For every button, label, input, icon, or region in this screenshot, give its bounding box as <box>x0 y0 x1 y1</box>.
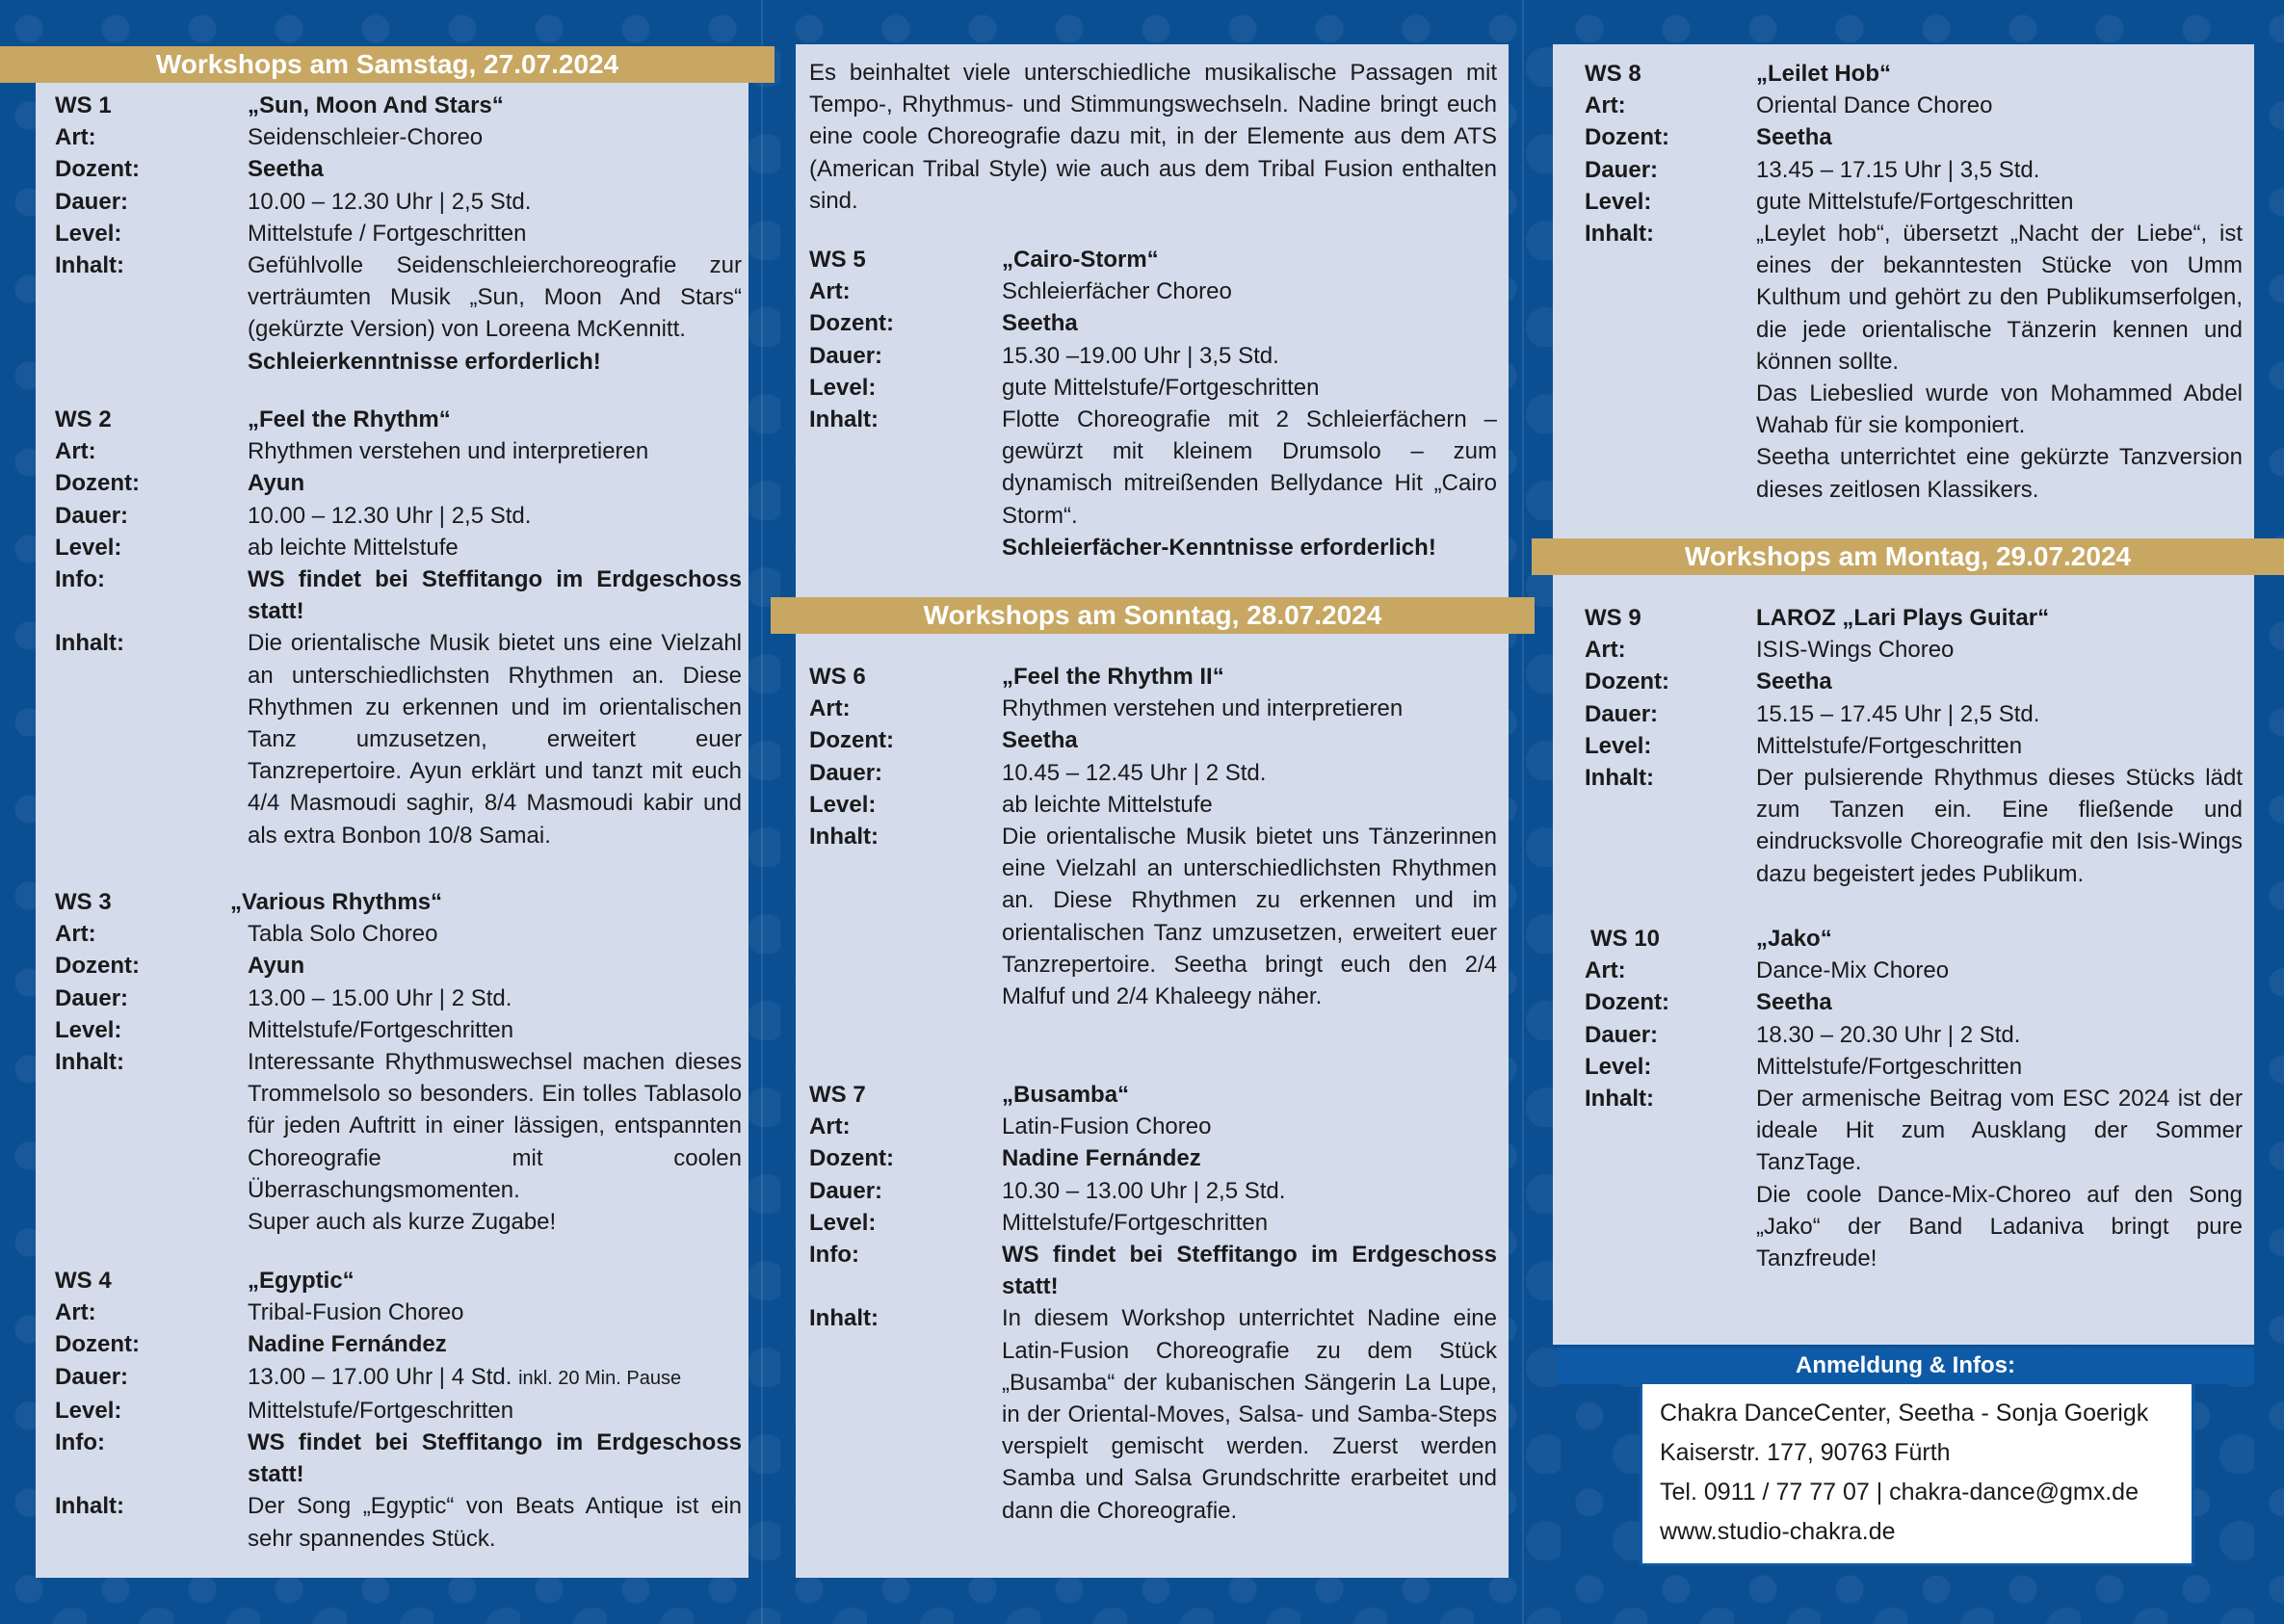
label-dauer: Dauer: <box>55 984 129 1011</box>
ws-title: „Busamba“ <box>1002 1082 1130 1108</box>
fold-line <box>761 0 763 1624</box>
label-art: Art: <box>55 921 96 948</box>
ws-title: „Jako“ <box>1756 926 1832 952</box>
label-level: Level: <box>809 791 877 818</box>
label-art: Art: <box>809 278 851 305</box>
ws-title: „Sun, Moon And Stars“ <box>248 92 504 118</box>
ws-dauer: 15.15 – 17.45 Uhr | 2,5 Std. <box>1756 700 2040 727</box>
label-art: Art: <box>55 438 96 465</box>
ws-title: LAROZ „Lari Plays Guitar“ <box>1756 605 2050 631</box>
label-dozent: Dozent: <box>1585 124 1669 151</box>
ws-id: WS 9 <box>1585 605 1641 631</box>
ws-inhalt: Die orientalische Musik bietet uns eine Vielzahl an unterschiedlichsten Rhythmen an. Diese Rhythmen zu erkennen und im orientalischen Tanz umzusetzen, erweitert euer Tanzrepertoire. Ayun erklärt und tanzt mit euch 4/4 Masmoudi saghir, 8/4 Masmoudi kabir und als extra Bonbon 10/8 Samai. <box>248 630 742 849</box>
label-dozent: Dozent: <box>55 156 140 183</box>
ws-title: „Various Rhythms“ <box>230 889 443 915</box>
workshop-ws7 <box>809 1079 1497 1527</box>
ws-dozent: Seetha <box>248 156 324 183</box>
ws-id: WS 3 <box>55 889 112 915</box>
banner-monday: Workshops am Montag, 29.07.2024 <box>1532 538 2284 575</box>
label-inhalt: Inhalt: <box>55 1049 124 1076</box>
contact-phone-email: Tel. 0911 / 77 77 07 | chakra-dance@gmx.de <box>1660 1479 2139 1506</box>
workshop-ws8 <box>1585 58 2243 506</box>
workshop-ws4 <box>55 1265 742 1555</box>
ws-id: WS 7 <box>809 1082 866 1108</box>
ws-id: WS 4 <box>55 1268 112 1294</box>
label-level: Level: <box>809 374 877 401</box>
label-inhalt: Inhalt: <box>55 1493 124 1520</box>
ws-dozent: Ayun <box>248 470 305 497</box>
label-dozent: Dozent: <box>809 310 894 337</box>
ws-dozent: Nadine Fernández <box>248 1331 447 1358</box>
label-inhalt: Inhalt: <box>55 252 124 279</box>
label-art: Art: <box>1585 92 1626 119</box>
contact-box <box>1640 1381 2194 1566</box>
ws-title: „Cairo-Storm“ <box>1002 247 1159 273</box>
ws-inhalt: In diesem Workshop unterrichtet Nadine eine Latin-Fusion Choreografie zu dem Stück „Busamba“ der kubanischen Sängerin La Lupe, in der Oriental-Moves, Salsa- und Samba-Steps verspielt gemischt werden. Zuerst werden Samba und Salsa Grundschritte erarbeitet und dann die Choreografie. <box>1002 1305 1497 1524</box>
label-art: Art: <box>1585 637 1626 664</box>
ws-title: „Feel the Rhythm“ <box>248 406 451 432</box>
ws-dozent: Seetha <box>1756 124 1832 151</box>
ws4-continued-text: Es beinhaltet viele unterschiedliche musikalische Passagen mit Tempo-, Rhythmus- und Stimmungswechseln. Nadine bringt euch eine coole Choreografie dazu mit, in der Elemente aus dem ATS (American Tribal Style) wie auch aus dem Tribal Fusion enthalten sind. <box>809 60 1497 214</box>
ws-inhalt: „Leylet hob“, übersetzt „Nacht der Liebe“, ist eines der bekanntesten Stücke von Umm Kulthum und gehört zu den Publikumserfolgen, die jede orientalische Tänzerin kennen und können sollte. <box>1756 221 2243 375</box>
label-inhalt: Inhalt: <box>1585 1086 1654 1113</box>
ws-requirement: Schleierkenntnisse erforderlich! <box>248 348 601 375</box>
ws-title: „Feel the Rhythm II“ <box>1002 664 1224 690</box>
label-level: Level: <box>1585 732 1652 759</box>
ws-dauer: 13.00 – 15.00 Uhr | 2 Std. <box>248 984 512 1011</box>
label-level: Level: <box>55 1397 122 1424</box>
ws-info: WS findet bei Steffitango im Erdgeschoss statt! <box>1002 1242 1497 1300</box>
ws-id: WS 10 <box>1590 926 1661 952</box>
label-inhalt: Inhalt: <box>809 406 879 433</box>
label-level: Level: <box>809 1209 877 1236</box>
ws-inhalt-note: Super auch als kurze Zugabe! <box>248 1209 557 1236</box>
label-dauer: Dauer: <box>809 342 883 369</box>
ws-inhalt: Gefühlvolle Seidenschleierchoreografie zur verträumten Musik „Sun, Moon And Stars“ (gekürzte Version) von Loreena McKennitt. <box>248 252 742 343</box>
label-art: Art: <box>55 124 96 151</box>
ws-id: WS 8 <box>1585 61 1641 87</box>
ws-info: WS findet bei Steffitango im Erdgeschoss statt! <box>248 1429 742 1488</box>
ws-level: Mittelstufe/Fortgeschritten <box>1002 1209 1269 1236</box>
label-inhalt: Inhalt: <box>1585 221 1654 248</box>
ws-dozent: Seetha <box>1002 727 1078 754</box>
ws-dauer: 13.45 – 17.15 Uhr | 3,5 Std. <box>1756 156 2040 183</box>
ws-level: ab leichte Mittelstufe <box>248 534 459 561</box>
ws-inhalt: Der Song „Egyptic“ von Beats Antique ist ein sehr spannendes Stück. <box>248 1493 742 1552</box>
ws-level: Mittelstufe/Fortgeschritten <box>248 1397 514 1424</box>
ws-level: Mittelstufe / Fortgeschritten <box>248 220 527 247</box>
ws-art: Rhythmen verstehen und interpretieren <box>1002 695 1404 722</box>
ws-dauer: 13.00 – 17.00 Uhr | 4 Std. <box>248 1363 512 1390</box>
ws-dauer-note: inkl. 20 Min. Pause <box>518 1367 682 1389</box>
ws-art: Dance-Mix Choreo <box>1756 957 1950 984</box>
ws-dozent: Seetha <box>1756 668 1832 695</box>
ws-level: Mittelstufe/Fortgeschritten <box>1756 1053 2023 1080</box>
label-level: Level: <box>1585 1053 1652 1080</box>
ws-dauer: 10.00 – 12.30 Uhr | 2,5 Std. <box>248 502 532 529</box>
label-info: Info: <box>55 1429 105 1456</box>
banner-saturday: Workshops am Samstag, 27.07.2024 <box>0 46 774 83</box>
label-art: Art: <box>809 1113 851 1140</box>
label-dozent: Dozent: <box>1585 989 1669 1016</box>
workshop-ws5 <box>809 244 1497 563</box>
label-dozent: Dozent: <box>1585 668 1669 695</box>
ws-art: Seidenschleier-Choreo <box>248 124 484 151</box>
label-inhalt: Inhalt: <box>1585 765 1654 792</box>
label-dauer: Dauer: <box>55 188 129 215</box>
label-dauer: Dauer: <box>55 502 129 529</box>
workshop-ws6 <box>809 661 1497 1012</box>
ws-requirement: Schleierfächer-Kenntnisse erforderlich! <box>1002 534 1436 561</box>
label-info: Info: <box>55 566 105 593</box>
workshop-ws2 <box>55 404 742 851</box>
ws-dauer: 10.30 – 13.00 Uhr | 2,5 Std. <box>1002 1177 1286 1204</box>
contact-website: www.studio-chakra.de <box>1660 1518 1896 1545</box>
ws-id: WS 6 <box>809 664 866 690</box>
ws-dozent: Ayun <box>248 953 305 980</box>
ws-level: Mittelstufe/Fortgeschritten <box>1756 732 2023 759</box>
ws-dozent: Nadine Fernández <box>1002 1145 1201 1172</box>
ws-level: gute Mittelstufe/Fortgeschritten <box>1002 374 1320 401</box>
label-art: Art: <box>809 695 851 722</box>
label-dozent: Dozent: <box>55 1331 140 1358</box>
ws-level: gute Mittelstufe/Fortgeschritten <box>1756 188 2074 215</box>
ws-title: „Leilet Hob“ <box>1756 61 1892 87</box>
contact-address: Kaiserstr. 177, 90763 Fürth <box>1660 1439 1951 1466</box>
banner-sunday: Workshops am Sonntag, 28.07.2024 <box>771 597 1535 634</box>
label-info: Info: <box>809 1242 859 1269</box>
ws-inhalt: Der pulsierende Rhythmus dieses Stücks lädt zum Tanzen ein. Eine fließende und eindrucksvolle Choreografie mit den Isis-Wings dazu begeistert jedes Publikum. <box>1756 765 2243 887</box>
label-inhalt: Inhalt: <box>809 824 879 851</box>
ws-inhalt: Interessante Rhythmuswechsel machen dieses Trommelsolo so besonders. Ein tolles Tablasolo für jeden Auftritt in einer lässigen, entspannten Choreografie mit coolen Überraschungsmomenten. <box>248 1049 742 1203</box>
label-level: Level: <box>1585 188 1652 215</box>
label-dauer: Dauer: <box>1585 156 1659 183</box>
contact-name: Chakra DanceCenter, Seetha - Sonja Goerigk <box>1660 1400 2149 1427</box>
ws-art: Oriental Dance Choreo <box>1756 92 1993 119</box>
ws-dozent: Seetha <box>1002 310 1078 337</box>
ws-dauer: 10.00 – 12.30 Uhr | 2,5 Std. <box>248 188 532 215</box>
ws-dozent: Seetha <box>1756 989 1832 1016</box>
label-inhalt: Inhalt: <box>55 630 124 657</box>
ws-art: Latin-Fusion Choreo <box>1002 1113 1212 1140</box>
ws-inhalt: Flotte Choreografie mit 2 Schleierfächern – gewürzt mit kleinem Drumsolo – zum dynamisch mitreißenden Bellydance Hit „Cairo Storm“. <box>1002 406 1497 529</box>
ws-art: Tribal-Fusion Choreo <box>248 1299 464 1326</box>
ws-dauer: 10.45 – 12.45 Uhr | 2 Std. <box>1002 759 1267 786</box>
ws-art: Rhythmen verstehen und interpretieren <box>248 438 649 465</box>
ws-level: Mittelstufe/Fortgeschritten <box>248 1016 514 1043</box>
label-level: Level: <box>55 534 122 561</box>
ws-inhalt: Die orientalische Musik bietet uns Tänzerinnen eine Vielzahl an unterschiedlichsten Rhythmen an. Diese Rhythmen zu erkennen und im orientalischen Tanz umzusetzen, erweitert euer Tanzrepertoire. Seetha bringt euch den 2/4 Malfuf und 2/4 Khaleegy näher. <box>1002 824 1497 1010</box>
label-level: Level: <box>55 1016 122 1043</box>
ws-info: WS findet bei Steffitango im Erdgeschoss statt! <box>248 566 742 625</box>
ws-inhalt-3: Seetha unterrichtet eine gekürzte Tanzversion dieses zeitlosen Klassikers. <box>1756 444 2243 503</box>
label-dauer: Dauer: <box>809 1177 883 1204</box>
ws-id: WS 1 <box>55 92 112 118</box>
ws-inhalt-2: Die coole Dance-Mix-Choreo auf den Song „Jako“ der Band Ladaniva bringt pure Tanzfreude! <box>1756 1181 2243 1272</box>
workshop-ws10 <box>1585 923 2243 1274</box>
label-art: Art: <box>1585 957 1626 984</box>
fold-line <box>1522 0 1524 1624</box>
ws-dauer: 15.30 –19.00 Uhr | 3,5 Std. <box>1002 342 1279 369</box>
ws-id: WS 2 <box>55 406 112 432</box>
label-level: Level: <box>55 220 122 247</box>
ws-level: ab leichte Mittelstufe <box>1002 791 1213 818</box>
label-dauer: Dauer: <box>1585 700 1659 727</box>
label-dozent: Dozent: <box>55 953 140 980</box>
workshop-ws9 <box>1585 602 2243 890</box>
contact-heading: Anmeldung & Infos: <box>1557 1348 2254 1384</box>
ws-inhalt-2: Das Liebeslied wurde von Mohammed Abdel Wahab für sie komponiert. <box>1756 380 2243 439</box>
label-dozent: Dozent: <box>809 727 894 754</box>
label-dozent: Dozent: <box>55 470 140 497</box>
label-dauer: Dauer: <box>809 759 883 786</box>
ws-art: Schleierfächer Choreo <box>1002 278 1232 305</box>
label-dauer: Dauer: <box>55 1363 129 1390</box>
ws-art: Tabla Solo Choreo <box>248 921 438 948</box>
workshop-ws1 <box>55 90 742 378</box>
label-inhalt: Inhalt: <box>809 1305 879 1332</box>
ws-dauer: 18.30 – 20.30 Uhr | 2 Std. <box>1756 1021 2021 1048</box>
label-dozent: Dozent: <box>809 1145 894 1172</box>
label-dauer: Dauer: <box>1585 1021 1659 1048</box>
workshop-ws3 <box>55 886 742 1238</box>
ws-id: WS 5 <box>809 247 866 273</box>
ws-inhalt: Der armenische Beitrag vom ESC 2024 ist der ideale Hit zum Ausklang der Sommer TanzTage. <box>1756 1086 2243 1176</box>
label-art: Art: <box>55 1299 96 1326</box>
ws-art: ISIS-Wings Choreo <box>1756 637 1955 664</box>
ws-title: „Egyptic“ <box>248 1268 354 1294</box>
